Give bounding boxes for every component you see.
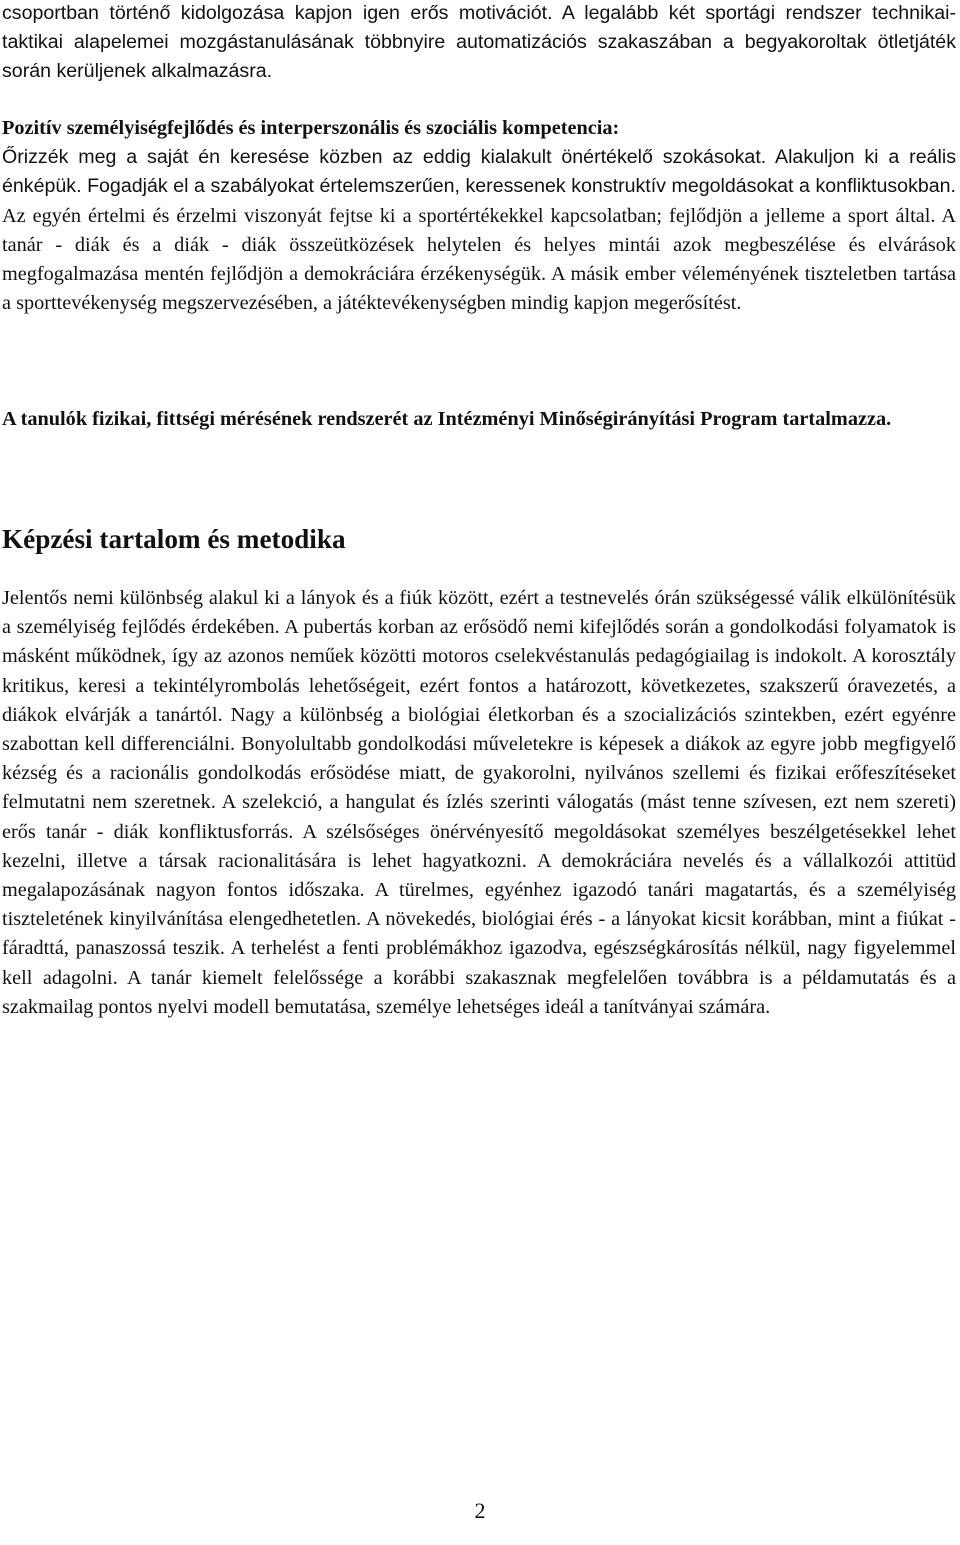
intro-text: csoportban történő kidolgozása kapjon igen erős motivációt. A legalább két sportági rendszer technikai-taktikai alapelemei mozgástanulásának többnyire automatizációs szakaszában a begyakoroltak ötletjáték során kerüljenek alkalmazásra. bbox=[2, 2, 956, 83]
fitness-text: A tanulók fizikai, fittségi mérésének rendszerét az Intézményi Minőségirányítási Program tartalmazza. bbox=[2, 408, 892, 430]
section-body-paragraph bbox=[2, 584, 956, 1022]
personality-paragraph bbox=[2, 114, 956, 318]
section-heading: Képzési tartalom és metodika bbox=[2, 524, 346, 554]
fitness-paragraph bbox=[2, 405, 956, 434]
page-number: 2 bbox=[474, 1498, 486, 1523]
personality-serif-text: Az egyén értelmi és érzelmi viszonyát fejtse ki a sportértékekkel kapcsolatban; fejlődjön a jelleme a sport által. A tanár - diák és a diák - diák összeütközések helytelen és helyes mintái azok megbeszélése és elvárások megfogalmazása mentén fejlődjön a demokráciára érzékenységük. A másik ember véleményének tiszteletben tartása a sporttevékenység megszervezésében, a játéktevékenységben mindig kapjon megerősítést. bbox=[2, 204, 956, 315]
intro-paragraph bbox=[2, 0, 956, 87]
personality-sans-text: Őrizzék meg a saját én keresése közben az eddig kialakult önértékelő szokásokat. Alakuljon ki a reális énképük. Fogadják el a szabályokat értelemszerűen, keressenek konstruktív megoldásokat a konfliktusokban. bbox=[2, 146, 956, 198]
personality-heading: Pozitív személyiségfejlődés és interperszonális és szociális kompetencia: bbox=[2, 117, 620, 139]
section-body-text: Jelentős nemi különbség alakul ki a lányok és a fiúk között, ezért a testnevelés órán szükségessé válik elkülönítésük a személyiség fejlődés érdekében. A pubertás korban az erősödő nemi kifejlődés során a gondolkodási folyamatok is másként működnek, így az azonos neműek közötti motoros cselekvéstanulás pedagógiailag is indokolt. A korosztály kritikus, keresi a tekintélyrombolás lehetőségeit, ezért fontos a határozott, következetes, szakszerű óravezetés, a diákok elvárják a tanártól. Nagy a különbség a biológiai életkorban és a szocializációs szintekben, ezért egyénre szabottan kell differenciálni. Bonyolultabb gondolkodási műveletekre is képesek a diákok az egyre jobb megfigyelő kézség és a racionális gondolkodás erősödése miatt, de gyakorolni, nyilvános szellemi és fizikai erőfeszítéseket felmutatni nem szeretnek. A szelekció, a hangulat és ízlés szerinti válogatás (mást tenne szívesen, ezt nem szereti) erős tanár - diák konfliktusforrás. A szélsőséges önérvényesítő megoldásokat személyes beszélgetésekkel lehet kezelni, illetve a társak racionalitására is lehet hagyatkozni. A demokráciára nevelés és a vállalkozói attitüd megalapozásának nagyon fontos időszaka. A türelmes, egyénhez igazodó tanári magatartás, és a személyiség tiszteletének kinyilvánítása elengedhetetlen. A növekedés, biológiai érés - a lányokat kicsit korábban, mint a fiúkat - fáradttá, panaszossá teszik. A terhelést a fenti problémákhoz igazodva, egészségkárosítás nélkül, nagy figyelemmel kell adagolni. A tanár kiemelt felelőssége a korábbi szakasznak megfelelően továbbra is a példamutatás és a szakmailag pontos nyelvi modell bemutatása, személye lehetséges ideál a tanítványai számára. bbox=[2, 587, 956, 1018]
